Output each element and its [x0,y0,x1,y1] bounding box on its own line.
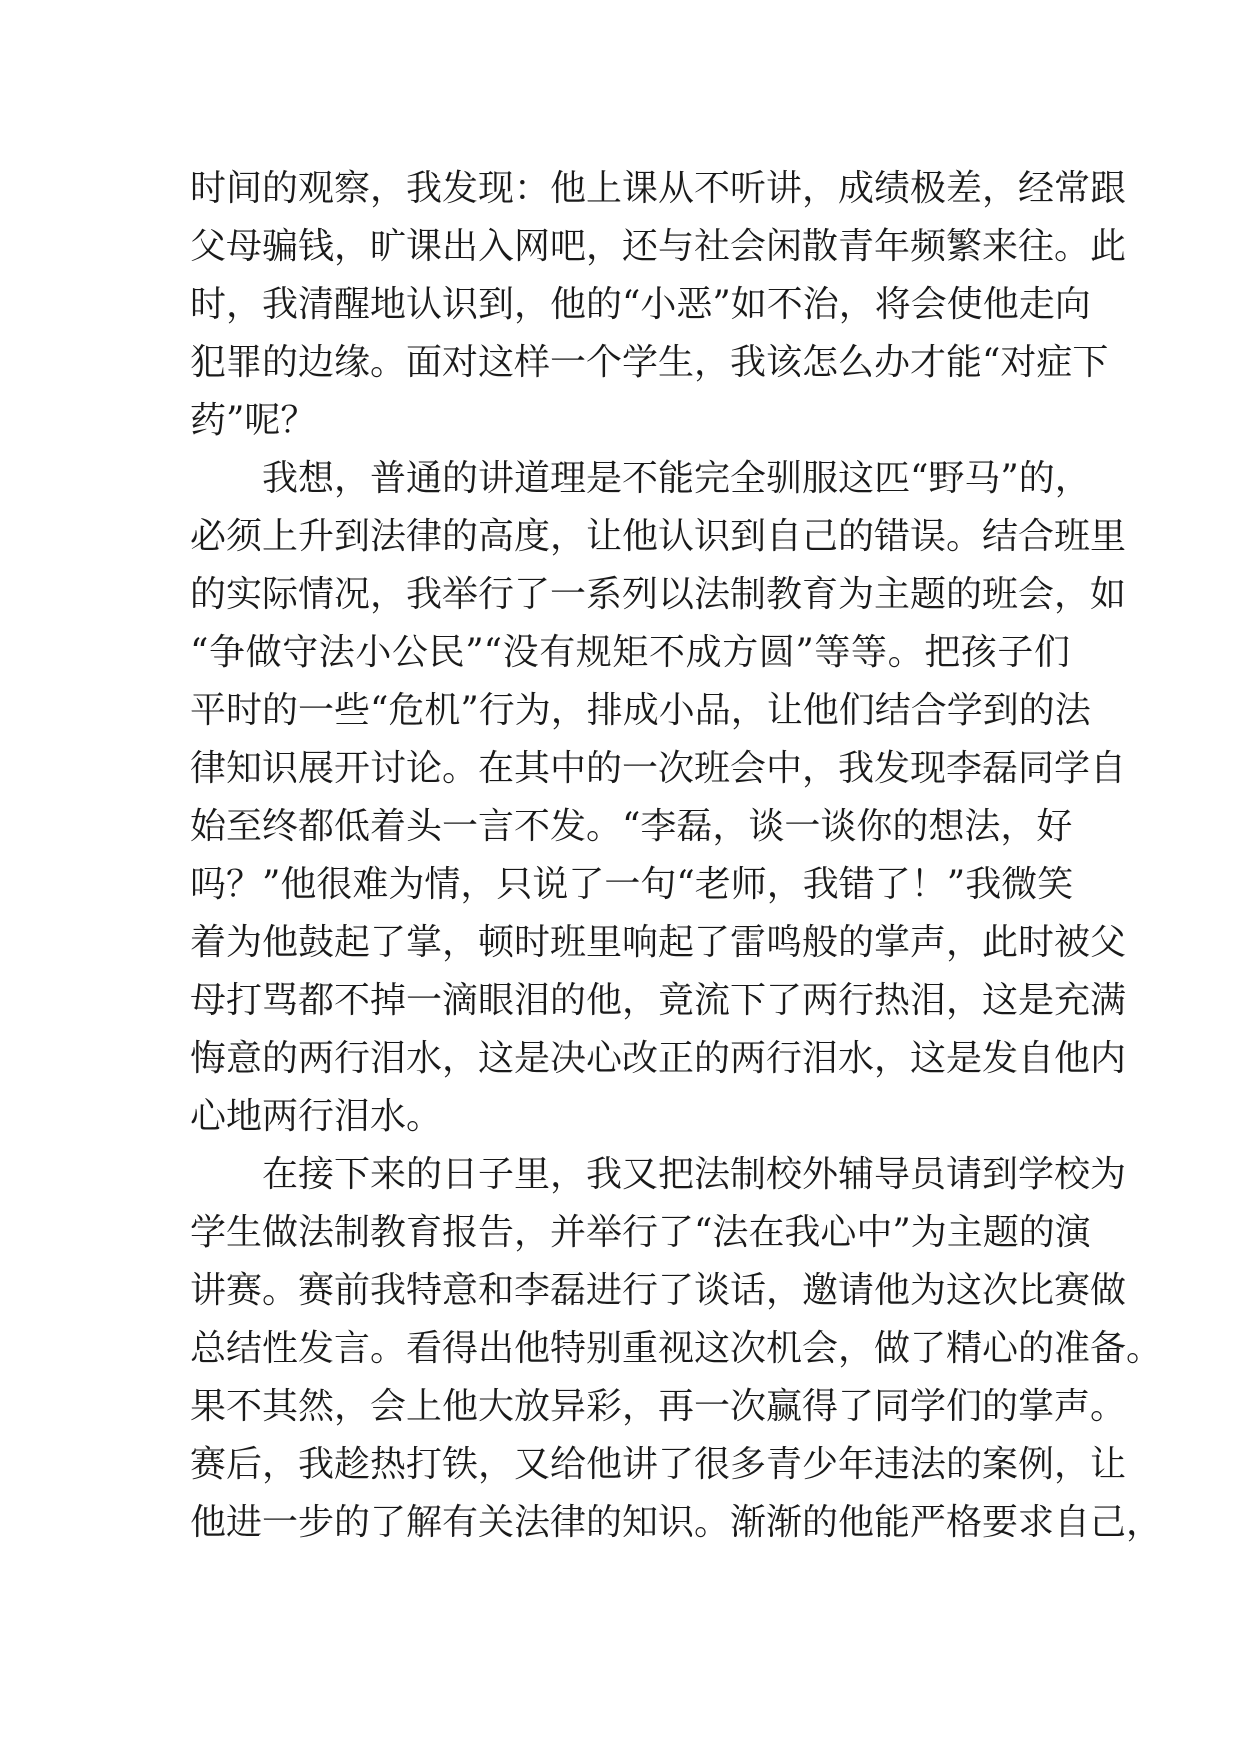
text-line: 着为他鼓起了掌，顿时班里响起了雷鸣般的掌声，此时被父 [190,922,1127,963]
text-line: 悔意的两行泪水，这是决心改正的两行泪水，这是发自他内 [190,1038,1127,1079]
text-line: 总结性发言。看得出他特别重视这次机会，做了精心的准备。 [190,1328,1163,1369]
text-line: 我想，普通的讲道理是不能完全驯服这匹“野马”的， [262,458,1091,499]
text-line: 果不其然，会上他大放异彩，再一次赢得了同学们的掌声。 [190,1386,1127,1427]
text-line: 时间的观察，我发现：他上课从不听讲，成绩极差，经常跟 [190,168,1127,209]
text-line: 吗？”他很难为情，只说了一句“老师，我错了！”我微笑 [190,864,1074,905]
document-body [190,160,1163,1552]
text-line: 学生做法制教育报告，并举行了“法在我心中”为主题的演 [190,1212,1091,1253]
text-line: 讲赛。赛前我特意和李磊进行了谈话，邀请他为这次比赛做 [190,1270,1127,1311]
text-line: 的实际情况，我举行了一系列以法制教育为主题的班会，如 [190,574,1127,615]
text-line: 必须上升到法律的高度，让他认识到自己的错误。结合班里 [190,516,1127,557]
text-line: 犯罪的边缘。面对这样一个学生，我该怎么办才能“对症下 [190,342,1109,383]
text-line: 时，我清醒地认识到，他的“小恶”如不治，将会使他走向 [190,284,1091,325]
text-line: 心地两行泪水。 [190,1096,443,1137]
text-line: 他进一步的了解有关法律的知识。渐渐的他能严格要求自己， [190,1502,1163,1543]
text-line: 始至终都低着头一言不发。“李磊，谈一谈你的想法，好 [190,806,1073,847]
text-line: 律知识展开讨论。在其中的一次班会中，我发现李磊同学自 [190,748,1127,789]
text-line: 赛后，我趁热打铁，又给他讲了很多青少年违法的案例，让 [190,1444,1127,1485]
text-line: 母打骂都不掉一滴眼泪的他，竟流下了两行热泪，这是充满 [190,980,1127,1021]
text-line: 父母骗钱，旷课出入网吧，还与社会闲散青年频繁来往。此 [190,226,1127,267]
text-line: 平时的一些“危机”行为，排成小品，让他们结合学到的法 [190,690,1091,731]
text-line: 药”呢？ [190,400,317,441]
text-line: 在接下来的日子里，我又把法制校外辅导员请到学校为 [262,1154,1127,1195]
text-line: “争做守法小公民”“没有规矩不成方圆”等等。把孩子们 [190,632,1070,673]
